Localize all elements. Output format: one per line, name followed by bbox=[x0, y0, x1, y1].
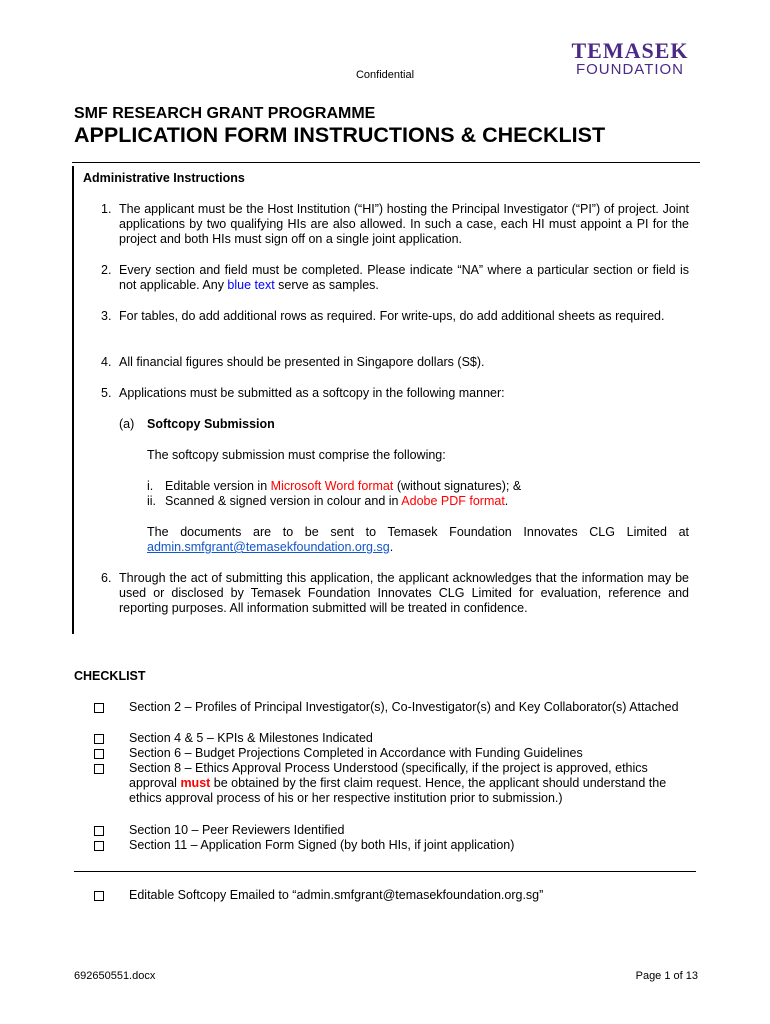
instruction-6: Through the act of submitting this application, the applicant acknowledges that the information may be used or disclosed by Temasek Foundation Innovates CLG Limited for evaluation, reference and reporting purposes. All information submitted will be treated in confidence. bbox=[119, 571, 689, 615]
roman-number: i. bbox=[147, 479, 154, 493]
item-number: 6. bbox=[101, 571, 112, 585]
checkbox[interactable] bbox=[94, 749, 104, 759]
documents-text: The documents are to be sent to Temasek Foundation Innovates CLG Limited at bbox=[147, 525, 689, 539]
word-format-text: Microsoft Word format bbox=[270, 479, 394, 493]
pdf-format-text: Adobe PDF format bbox=[401, 494, 505, 508]
title-divider bbox=[72, 162, 700, 163]
checklist-divider bbox=[74, 871, 696, 872]
checkbox[interactable] bbox=[94, 891, 104, 901]
editable-text: Editable version in bbox=[165, 479, 271, 493]
checkbox[interactable] bbox=[94, 703, 104, 713]
item-number: 5. bbox=[101, 386, 112, 400]
roman-number: ii. bbox=[147, 494, 157, 508]
section-8-text-end: be obtained by the first claim request. Hence, the applicant should understand the ethics approval process of his or her respective institution prior to submission.) bbox=[129, 776, 667, 805]
footer-page-number: Page 1 of 13 bbox=[635, 970, 698, 982]
checklist-item-section-10: Section 10 – Peer Reviewers Identified bbox=[129, 823, 345, 837]
logo-line-1: TEMASEK bbox=[571, 38, 689, 63]
page-title: APPLICATION FORM INSTRUCTIONS & CHECKLIST bbox=[74, 123, 606, 147]
checklist-item-section-2: Section 2 – Profiles of Principal Investigator(s), Co-Investigator(s) and Key Collaborator(s) Attached bbox=[129, 700, 679, 714]
instruction-5: Applications must be submitted as a softcopy in the following manner: bbox=[119, 386, 505, 400]
checkbox[interactable] bbox=[94, 734, 104, 744]
item-number: 1. bbox=[101, 202, 112, 216]
item-number: 2. bbox=[101, 263, 112, 277]
item-number: 3. bbox=[101, 309, 112, 323]
item-number: 4. bbox=[101, 355, 112, 369]
email-link[interactable]: admin.smfgrant@temasekfoundation.org.sg bbox=[147, 540, 390, 554]
section-8-text: Section 8 – Ethics Approval Process Understood (specifically, if the project is approved, ethics approval bbox=[129, 761, 648, 790]
instruction-2-text-end: serve as samples. bbox=[274, 278, 379, 292]
checkbox[interactable] bbox=[94, 841, 104, 851]
editable-text-end: (without signatures); & bbox=[393, 479, 522, 493]
softcopy-submission-heading: Softcopy Submission bbox=[147, 417, 275, 431]
documents-sent-to bbox=[147, 525, 689, 555]
admin-heading: Administrative Instructions bbox=[83, 171, 245, 185]
checklist-item-section-11: Section 11 – Application Form Signed (by both HIs, if joint application) bbox=[129, 838, 515, 852]
programme-title: SMF RESEARCH GRANT PROGRAMME bbox=[74, 105, 376, 122]
softcopy-editable-version bbox=[165, 479, 521, 494]
checkbox[interactable] bbox=[94, 826, 104, 836]
instruction-4: All financial figures should be presented in Singapore dollars (S$). bbox=[119, 355, 485, 369]
footer-filename: 692650551.docx bbox=[74, 970, 156, 982]
checklist-item-section-8 bbox=[129, 761, 699, 806]
checklist-item-section-4-5: Section 4 & 5 – KPIs & Milestones Indicated bbox=[129, 731, 373, 745]
checklist-heading: CHECKLIST bbox=[74, 669, 146, 683]
scanned-text-end: . bbox=[504, 494, 509, 508]
checklist-item-softcopy-emailed: Editable Softcopy Emailed to “admin.smfgrant@temasekfoundation.org.sg” bbox=[129, 888, 544, 902]
instruction-2 bbox=[119, 263, 689, 293]
softcopy-intro: The softcopy submission must comprise the following: bbox=[147, 448, 446, 462]
administrative-instructions-box bbox=[72, 166, 692, 634]
sub-item-label: (a) bbox=[119, 417, 135, 431]
blue-text-sample: blue text bbox=[227, 278, 275, 292]
must-emphasis: must bbox=[180, 776, 211, 790]
checkbox[interactable] bbox=[94, 764, 104, 774]
instruction-3: For tables, do add additional rows as required. For write-ups, do add additional sheets as required. bbox=[119, 309, 665, 323]
checklist-item-section-6: Section 6 – Budget Projections Completed in Accordance with Funding Guidelines bbox=[129, 746, 583, 760]
logo-line-2: FOUNDATION bbox=[575, 61, 685, 78]
confidential-label: Confidential bbox=[355, 69, 415, 81]
softcopy-scanned-version bbox=[165, 494, 508, 509]
documents-text-end: . bbox=[389, 540, 394, 554]
instruction-1: The applicant must be the Host Institution (“HI”) hosting the Principal Investigator (“PI”) of project. Joint applications by two qualifying HIs are also allowed. In such a case, each HI must appoint a PI for the project and both HIs must sign off on a single joint application. bbox=[119, 202, 689, 246]
instruction-2-text: Every section and field must be completed. Please indicate “NA” where a particular section or field is not applicable. Any bbox=[119, 263, 689, 292]
scanned-text: Scanned & signed version in colour and in bbox=[165, 494, 402, 508]
